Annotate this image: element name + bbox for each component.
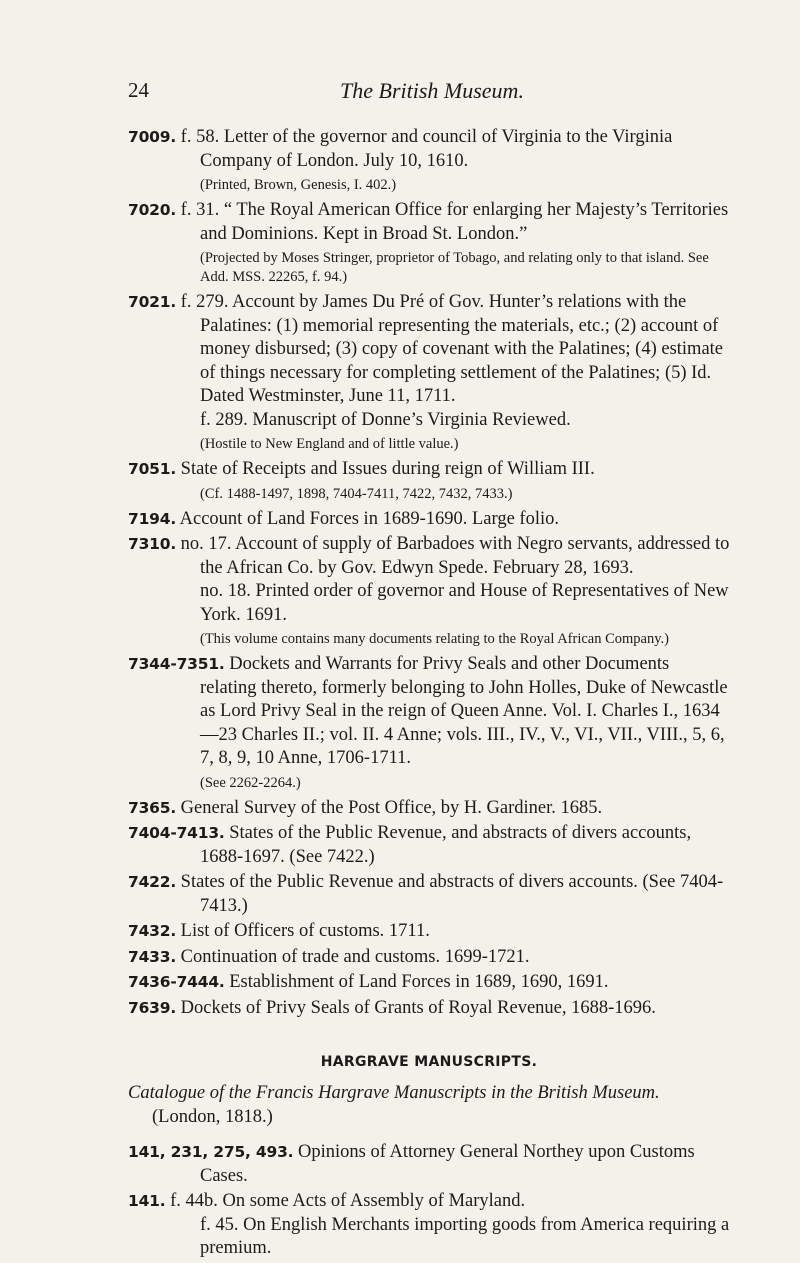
entry-text (128, 1141, 730, 1188)
catalogue-entry (128, 946, 730, 970)
entry-text (128, 291, 730, 409)
entry-line: List of Officers of customs. 1711. (180, 921, 430, 941)
entry-line: no. 17. Account of supply of Barbadoes with Negro servants, addressed to the African Co. by Gov. Edwyn Spede. February 28, 1693. (180, 534, 730, 578)
entry-number: 7020. (128, 201, 177, 219)
entry-number: 7194. (128, 509, 177, 528)
entry-line: f. 45. On English Merchants importing goods from America requiring a premium. (200, 1214, 730, 1258)
entry-subitem (128, 1214, 730, 1261)
catalogue-entry (128, 199, 730, 287)
entry-text (128, 533, 730, 580)
entry-number: 7436-7444. (128, 973, 225, 991)
catalogue-entry (128, 508, 730, 532)
entry-line: Account of Land Forces in 1689-1690. Large folio. (179, 508, 559, 529)
entry-number: 7310. (128, 535, 177, 553)
catalogue-entry (128, 653, 730, 793)
entry-subitem (128, 580, 730, 627)
entry-note: (Printed, Brown, Genesis, I. 402.) (200, 177, 397, 193)
entry-number: 7365. (128, 798, 177, 817)
catalogue-entry (128, 1190, 730, 1261)
entry-line: Opinions of Attorney General Northey upon Customs Cases. (200, 1142, 695, 1186)
catalogue-title: Catalogue of the Francis Hargrave Manuscripts in the British Museum. (128, 1083, 660, 1103)
entry-line: no. 18. Printed order of governor and House of Representatives of New York. 1691. (200, 581, 729, 625)
entry-text (128, 920, 730, 944)
running-head (128, 78, 728, 108)
entry-line: f. 31. “ The Royal American Office for enlarging her Majesty’s Territories and Dominions. Kept in Broad St. London.” (180, 200, 729, 244)
entry-line: Dockets of Privy Seals of Grants of Royal Revenue, 1688-1696. (180, 997, 656, 1018)
entry-line: f. 44b. On some Acts of Assembly of Maryland. (170, 1191, 526, 1211)
entry-line: f. 58. Letter of the governor and council of Virginia to the Virginia Company of London. July 10, 1610. (180, 127, 673, 171)
entry-number: 7639. (128, 998, 177, 1017)
entries-list (128, 126, 730, 1020)
entry-number: 7433. (128, 947, 177, 966)
entry-text (128, 997, 730, 1021)
entry-number: 7404-7413. (128, 824, 225, 842)
entry-text (128, 1190, 730, 1214)
entry-number: 7051. (128, 460, 177, 478)
catalogue-entry (128, 533, 730, 649)
entry-number: 7021. (128, 293, 177, 311)
catalogue-entry (128, 997, 730, 1021)
catalogue-citation (128, 1082, 730, 1129)
entry-line: States of the Public Revenue and abstracts of divers accounts. (See 7404-7413.) (180, 872, 724, 916)
page-title: The British Museum. (340, 78, 524, 103)
page-number: 24 (128, 78, 149, 102)
section-title: HARGRAVE MANUSCRIPTS. (320, 1054, 538, 1070)
entry-note: (Projected by Moses Stringer, proprietor of Tobago, and relating only to that island. See Add. MSS. 22265, f. 94.) (200, 250, 709, 285)
entry-text (128, 946, 730, 970)
entry-note: (This volume contains many documents relating to the Royal African Company.) (200, 631, 669, 647)
entry-subitem (128, 409, 730, 433)
entry-text (128, 458, 730, 482)
catalogue-entry (128, 822, 730, 869)
entry-text (128, 653, 730, 771)
entry-number: 7344-7351. (128, 655, 225, 673)
entry-line: Dockets and Warrants for Privy Seals and other Documents relating thereto, formerly belonging to John Holles, Duke of Newcastle as Lord Privy Seal in the reign of Queen Anne. Vol. I. Charles I., 1634—23 Charles II.; vol. II. 4 Anne; vols. III., IV., V., VI., VII., VIII., 5, 6, 7, 8, 9, 10 Anne, 1706-1711. (200, 654, 728, 768)
entry-number: 141, 231, 275, 493. (128, 1143, 294, 1161)
entry-line: f. 279. Account by James Du Pré of Gov. Hunter’s relations with the Palatines: (1) memorial representing the materials, etc.; (2) account of money disbursed; (3) copy of covenant with the Palatines; (4) estimate of things necessary for completing settlement of the Palatines; (5) Id. Dated Westminster, June 11, 1711. (180, 292, 724, 406)
entry-number: 7009. (128, 128, 177, 146)
catalogue-entry (128, 126, 730, 195)
catalogue-entry (128, 458, 730, 504)
catalogue-entry (128, 1141, 730, 1188)
entry-number: 7422. (128, 873, 177, 891)
catalogue-entry (128, 871, 730, 918)
catalogue-entry (128, 291, 730, 454)
page-body (128, 126, 730, 1263)
entry-line: State of Receipts and Issues during reign of William III. (180, 459, 595, 479)
entry-line: Continuation of trade and customs. 1699-1721. (180, 946, 530, 967)
entry-line: Establishment of Land Forces in 1689, 1690, 1691. (229, 972, 609, 992)
catalogue-entry (128, 920, 730, 944)
entry-text (128, 822, 730, 869)
entry-number: 7432. (128, 922, 177, 940)
entry-text (128, 971, 730, 995)
catalogue-entry (128, 797, 730, 821)
entry-note: (Cf. 1488-1497, 1898, 7404-7411, 7422, 7432, 7433.) (200, 485, 513, 502)
entry-text (128, 199, 730, 246)
entry-line: General Survey of the Post Office, by H. Gardiner. 1685. (180, 797, 603, 818)
entry-text (128, 797, 730, 821)
entry-line: States of the Public Revenue, and abstracts of divers accounts, 1688-1697. (See 7422.) (200, 823, 692, 867)
catalogue-entry (128, 971, 730, 995)
entry-note: (See 2262-2264.) (200, 774, 301, 791)
entry-note: (Hostile to New England and of little value.) (200, 436, 459, 452)
hargrave-entries-list (128, 1141, 730, 1261)
entry-text (128, 126, 730, 173)
entry-text (128, 871, 730, 918)
entry-text (128, 508, 730, 532)
entry-line: f. 289. Manuscript of Donne’s Virginia Reviewed. (200, 409, 571, 430)
entry-number: 141. (128, 1192, 166, 1210)
catalogue-publication: (London, 1818.) (152, 1106, 273, 1127)
